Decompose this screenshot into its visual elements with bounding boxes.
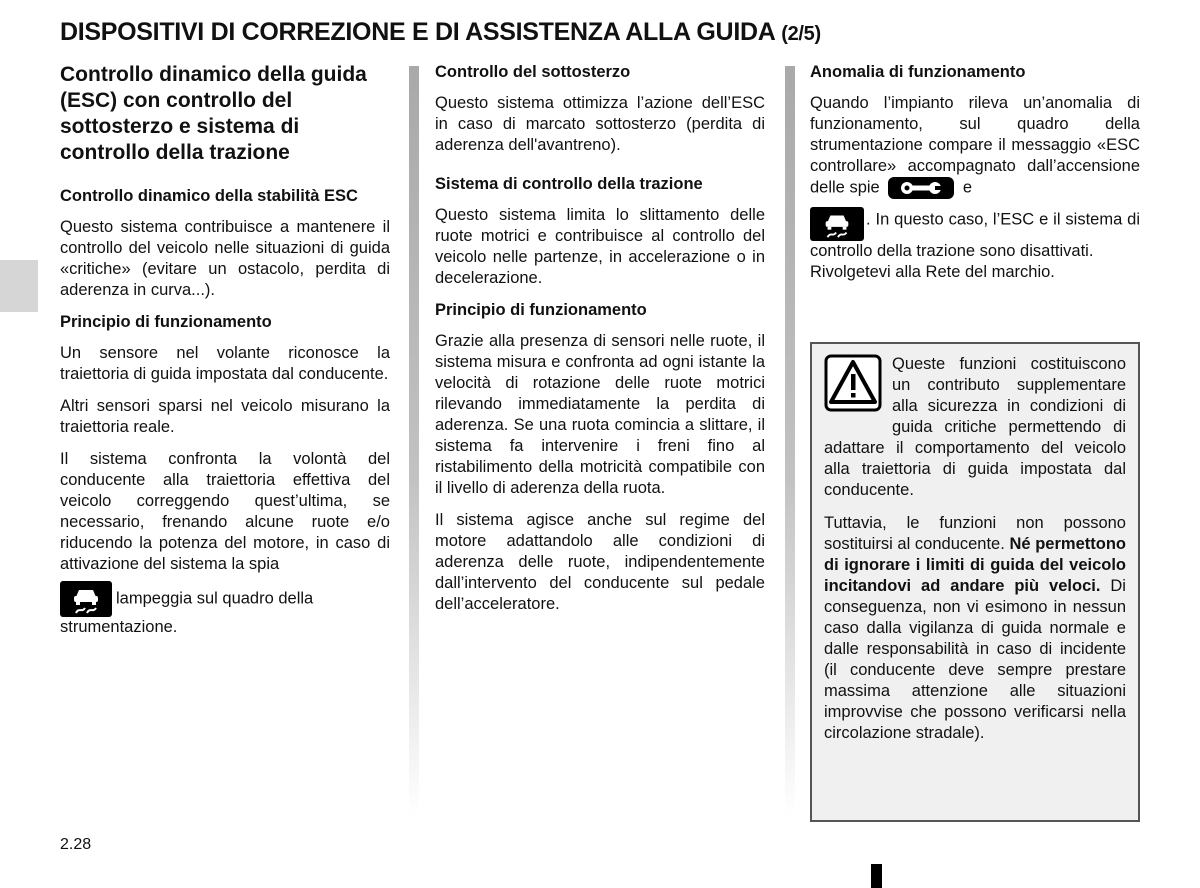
skidding-car-icon [60,581,112,617]
column-divider-right [785,66,795,816]
heading-understeer: Controllo del sottosterzo [435,63,631,81]
paragraph-dealer: Rivolgetevi alla Rete del marchio. [810,263,1055,281]
paragraph-steering-sensor: Un sensore nel volante riconosce la traiettoria di guida impostata dal conducente. [60,344,390,383]
paragraph-lamp-flash [60,581,390,638]
page-title [60,18,821,47]
column-divider-left [409,66,419,816]
paragraph-engine-regime: Il sistema agisce anche sul regime del motore adattandolo alle condizioni di aderenza delle ruote, indipendentemente dall’intervento del conducente sul pedale dell’acceleratore. [435,511,765,613]
paragraph-other-sensors: Altri sensori sparsi nel veicolo misurano la traiettoria reale. [60,397,390,436]
column-left [60,62,390,649]
warning-triangle-icon [824,354,882,418]
paragraph-understeer: Questo sistema ottimizza l’azione dell’ESC in caso di marcato sottosterzo (perdita di aderenza dell'avantreno). [435,94,765,154]
page-part-indicator: (2/5) [781,23,821,45]
paragraph-traction-control: Questo sistema limita lo slittamento delle ruote motrici e contribuisce al controllo del veicolo nelle partenze, in accelerazione o in decelerazione. [435,206,765,287]
lamp-flash-text: lampeggia sul quadro della strumentazione. [60,589,314,636]
heading-malfunction: Anomalia di funzionamento [810,63,1026,81]
paragraph-esc-intro: Questo sistema contribuisce a mantenere il controllo del veicolo nelle situazioni di guida «critiche» (evitare un ostacolo, perdita di aderenza in curva...). [60,218,390,299]
wrench-icon [888,177,954,199]
page-number: 2.28 [60,836,92,853]
paragraph-malfunction [810,93,1140,262]
column-right [810,62,1140,294]
warning-paragraph-responsibility [824,513,1126,744]
paragraph-system-compare: Il sistema confronta la volontà del conducente alla traiettoria effettiva del veicolo correggendo quest’ultima, se necessario, frenando alcune ruote e/o riducendo la potenza del motore, in caso di attivazione del sistema la spia [60,450,390,573]
warning-paragraph-functions: Queste funzioni costituiscono un contributo supplementare alla sicurezza in condizioni di guida critiche permettendo di adattare il comportamento del veicolo alla traiettoria di guida impostata dal conducente. [824,355,1126,499]
heading-traction-control: Sistema di controllo della trazione [435,175,703,193]
malfunction-text-start: Quando l’impianto rileva un’anomalia di funzionamento, sul quadro della strumentazione compare il messaggio «ESC controllare» accompagnato dall’accensione delle spie [810,94,1140,197]
warning-text-bold: Né permettono di ignorare i limiti di guida del veicolo incitandovi ad andare più veloci. [824,535,1126,595]
heading-principle-traction: Principio di funzionamento [435,301,647,319]
warning-text-end: Di conseguenza, non vi esimono in nessun caso dalla vigilanza di guida normale e dalle responsabilità in caso di incidente (il conducente deve sempre prestare massima attenzione alle situazioni improvvise che possono verificarsi nella circolazione stradale). [824,577,1126,742]
skidding-car-icon [810,207,864,241]
malfunction-text-end: . In questo caso, l’ESC e il sistema di controllo della trazione sono disattivati. [810,210,1140,260]
column-middle [435,62,765,626]
chapter-tab-marker [0,260,38,312]
warning-box [810,342,1140,822]
malfunction-text-and: e [962,178,973,197]
paragraph-wheel-sensors: Grazie alla presenza di sensori nelle ruote, il sistema misura e confronta ad ogni istante la velocità di rotazione delle ruote motrici rilevando immediatamente la perdita di aderenza. Se una ruota comincia a slittare, il sistema fa intervenire i freni fino al ristabilimento della motricità compatibile con il livello di aderenza della ruota. [435,332,765,497]
heading-esc: Controllo dinamico della stabilità ESC [60,187,358,205]
heading-principle-esc: Principio di funzionamento [60,313,272,331]
section-title: Controllo dinamico della guida (ESC) con controllo del sottosterzo e sistema di controllo della trazione [60,63,367,164]
warning-text-start: Tuttavia, le funzioni non possono sostituirsi al conducente. [824,514,1126,553]
page-end-marker [871,864,882,888]
page-title-text: DISPOSITIVI DI CORREZIONE E DI ASSISTENZA ALLA GUIDA [60,18,775,46]
